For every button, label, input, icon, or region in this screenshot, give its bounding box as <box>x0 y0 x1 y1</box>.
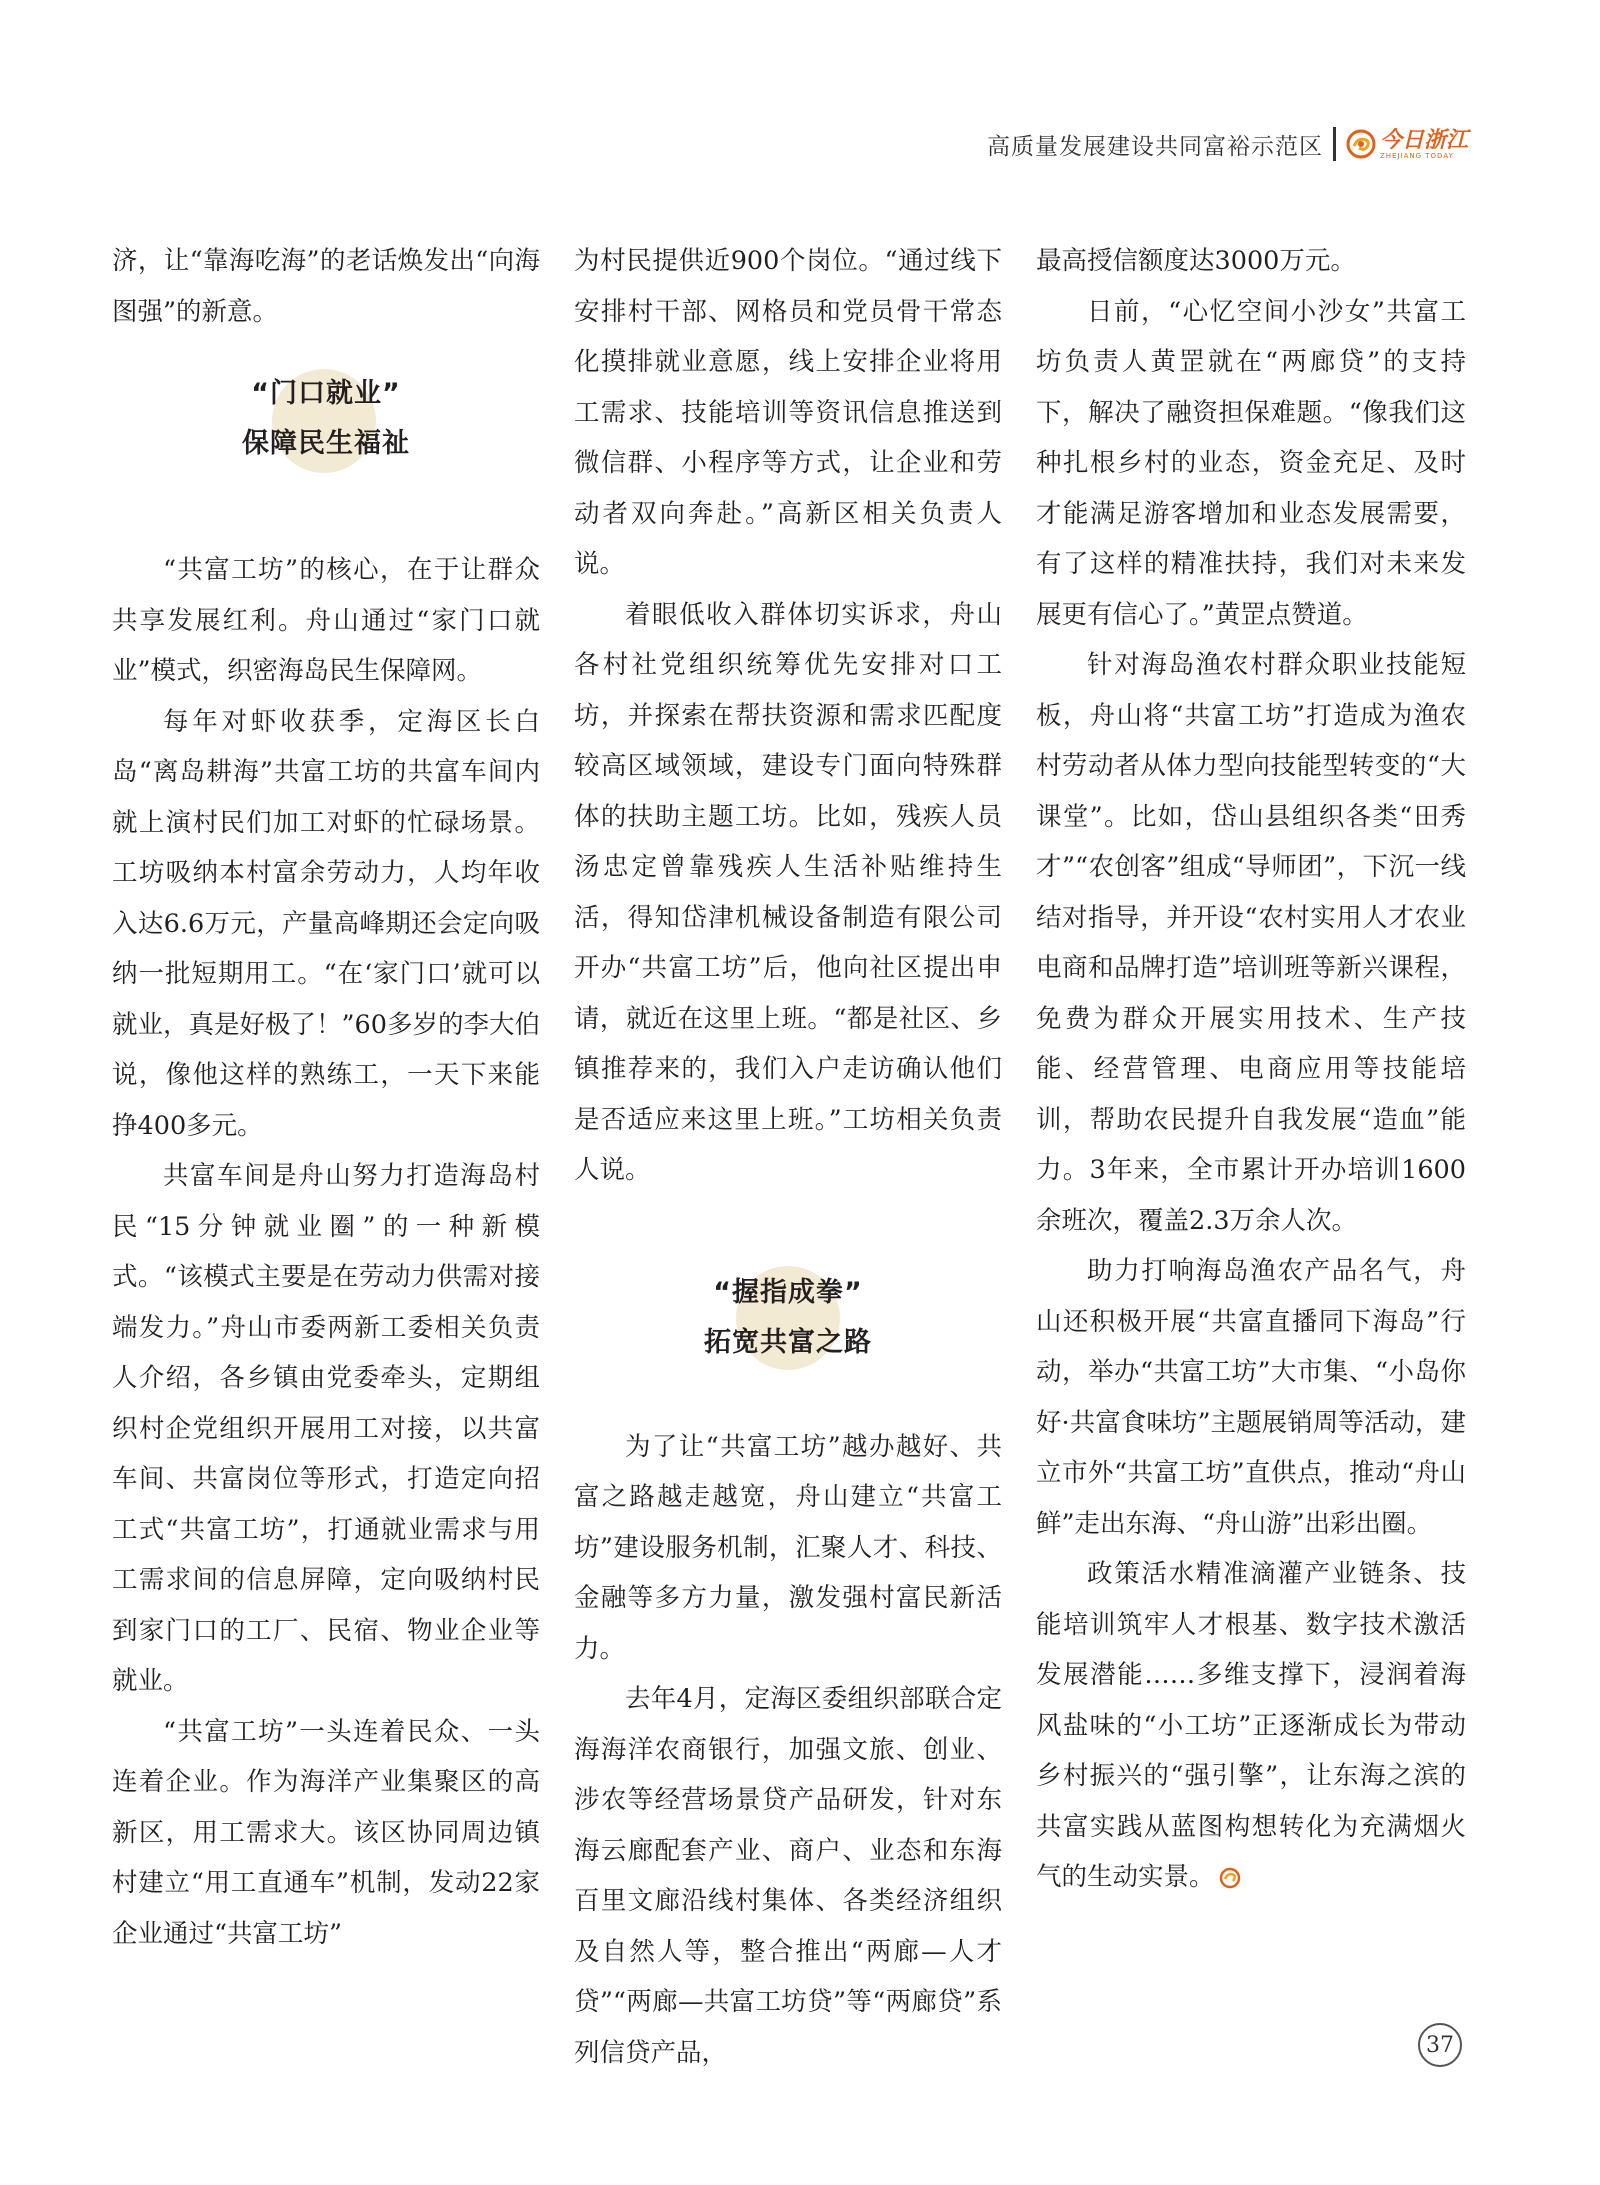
magazine-logo <box>1346 126 1468 160</box>
final-paragraph-text: 政策活水精准滴灌产业链条、技能培训筑牢人才根基、数字技术激活发展潜能……多维支撑下，浸润着海风盐味的“小工坊”正逐渐成长为带动乡村振兴的“强引擎”，让东海之滨的共富实践从蓝图构想转化为充满烟火气的生动实景。 <box>1036 1559 1466 1892</box>
paragraph: 去年4月，定海区委组织部联合定海海洋农商银行，加强文旅、创业、涉农等经营场景贷产品研发，针对东海云廊配套产业、商户、业态和东海百里文廊沿线村集体、各类经济组织及自然人等，整合推出“两廊—人才贷”“两廊—共富工坊贷”等“两廊贷”系列信贷产品， <box>574 1684 1002 2068</box>
logo-english-text: ZHEJIANG TODAY <box>1379 151 1454 160</box>
paragraph: 为村民提供近900个岗位。“通过线下安排村干部、网格员和党员骨干常态化摸排就业意愿，线上安排企业将用工需求、技能培训等资讯信息推送到微信群、小程序等方式，让企业和劳动者双向奔赴。”高新区相关负责人说。 <box>574 246 1002 579</box>
paragraph: “共富工坊”一头连着民众、一头连着企业。作为海洋产业集聚区的高新区，用工需求大。该区协同周边镇村建立“用工直通车”机制，发动22家企业通过“共富工坊” <box>112 1716 540 1949</box>
paragraph: 济，让“靠海吃海”的老话焕发出“向海图强”的新意。 <box>112 246 540 327</box>
paragraph: 针对海岛渔农村群众职业技能短板，舟山将“共富工坊”打造成为渔农村劳动者从体力型向技能型转变的“大课堂”。比如，岱山县组织各类“田秀才”“农创客”组成“导师团”，下沉一线结对指导，并开设“农村实用人才农业电商和品牌打造”培训班等新兴课程，免费为群众开展实用技术、生产技能、经营管理、电商应用等技能培训，帮助农民提升自我发展“造血”能力。3年来，全市累计开办培训1600余班次，覆盖2.3万余人次。 <box>1036 650 1466 1236</box>
section-title: 高质量发展建设共同富裕示范区 <box>986 133 1323 160</box>
heading-line-1: “门口就业” <box>251 378 401 409</box>
page-number: 37 <box>1418 2023 1462 2067</box>
subheading-join-forces <box>574 1196 1002 1422</box>
paragraph: 为了让“共富工坊”越办越好、共富之路越走越宽，舟山建立“共富工坊”建设服务机制，汇聚人才、科技、金融等多方力量，激发强村富民新活力。 <box>574 1431 1002 1664</box>
paragraph-final <box>1036 1549 1466 1903</box>
logo-swirl-icon <box>1346 129 1376 159</box>
paragraph: 共富车间是舟山努力打造海岛村民“15分钟就业圈”的一种新模式。“该模式主要是在劳动力供需对接端发力。”舟山市委两新工委相关负责人介绍，各乡镇由党委牵头，定期组织村企党组织开展用工对接，以共富车间、共富岗位等形式，打造定向招工式“共富工坊”，打通就业需求与用工需求间的信息屏障，定向吸纳村民到家门口的工厂、民宿、物业企业等就业。 <box>112 1161 540 1696</box>
heading-line-2: 拓宽共富之路 <box>704 1326 872 1358</box>
heading-line-2: 保障民生福祉 <box>242 428 410 459</box>
logo-chinese-text: 今日浙江 <box>1379 126 1468 153</box>
end-mark-icon <box>1219 1867 1241 1889</box>
column-3 <box>1036 236 1466 1903</box>
header-divider <box>1333 127 1336 161</box>
page-header <box>987 118 1468 170</box>
paragraph: 日前，“心忆空间小沙女”共富工坊负责人黄罡就在“两廊贷”的支持下，解决了融资担保难题。“像我们这种扎根乡村的业态，资金充足、及时才能满足游客增加和业态发展需要，有了这样的精准扶持，我们对未来发展更有信心了。”黄罡点赞道。 <box>1036 296 1466 630</box>
paragraph: “共富工坊”的核心，在于让群众共享发展红利。舟山通过“家门口就业”模式，织密海岛民生保障网。 <box>112 555 540 686</box>
subheading-doorstep-employment <box>112 337 540 545</box>
heading-line-1: “握指成拳” <box>713 1276 863 1308</box>
column-2 <box>574 236 1002 2078</box>
column-1 <box>112 236 540 1959</box>
paragraph: 着眼低收入群体切实诉求，舟山各村社党组织统筹优先安排对口工坊，并探索在帮扶资源和需求匹配度较高区域领域，建设专门面向特殊群体的扶助主题工坊。比如，残疾人员汤忠定曾靠残疾人生活补贴维持生活，得知岱津机械设备制造有限公司开办“共富工坊”后，他向社区提出申请，就近在这里上班。“都是社区、乡镇推荐来的，我们入户走访确认他们是否适应来这里上班。”工坊相关负责人说。 <box>574 599 1002 1185</box>
paragraph: 助力打响海岛渔农产品名气，舟山还积极开展“共富直播同下海岛”行动，举办“共富工坊”大市集、“小岛你好·共富食味坊”主题展销周等活动，建立市外“共富工坊”直供点，推动“舟山鲜”走出东海、“舟山游”出彩出圈。 <box>1036 1256 1466 1539</box>
paragraph: 最高授信额度达3000万元。 <box>1036 246 1356 276</box>
paragraph: 每年对虾收获季，定海区长白岛“离岛耕海”共富工坊的共富车间内就上演村民们加工对虾的忙碌场景。工坊吸纳本村富余劳动力，人均年收入达6.6万元，产量高峰期还会定向吸纳一批短期用工。“在‘家门口’就可以就业，真是好极了！”60多岁的李大伯说，像他这样的熟练工，一天下来能挣400多元。 <box>112 706 540 1141</box>
